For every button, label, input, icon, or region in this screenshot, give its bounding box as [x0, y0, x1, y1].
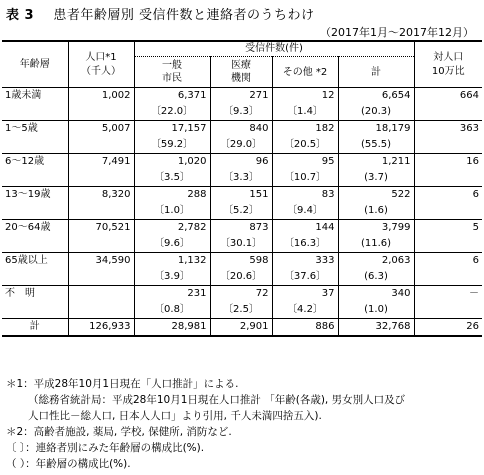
cell-per-blank [414, 269, 482, 286]
footnotes [6, 376, 405, 472]
cell-population [68, 286, 134, 303]
cell-per-blank [414, 203, 482, 220]
cell-other: 37 [272, 286, 338, 303]
table-row-total [2, 319, 482, 337]
cell-per-population: 363 [414, 121, 482, 138]
cell-total-medical: 2,901 [210, 319, 272, 337]
cell-total-ratio: (20.3) [338, 104, 414, 121]
cell-population-blank [68, 137, 134, 154]
cell-other: 144 [272, 220, 338, 237]
cell-other-ratio: 〔4.2〕 [272, 302, 338, 319]
footnote-1-source-1: （総務省統計局：平成28年10月1日現在人口推計 「年齢(各歳), 男女別人口及び [28, 394, 406, 406]
cell-medical-ratio: 〔30.1〕 [210, 236, 272, 253]
cell-general-ratio: 〔22.0〕 [134, 104, 210, 121]
cell-age: 13～19歳 [5, 189, 51, 200]
cell-other: 95 [272, 154, 338, 171]
cell-per-blank [414, 236, 482, 253]
cell-per-population: － [414, 286, 482, 303]
cell-general-ratio: 〔9.6〕 [134, 236, 210, 253]
header-per-population: 対人口 10万比 [414, 41, 482, 88]
cell-medical: 840 [210, 121, 272, 138]
cell-other: 12 [272, 88, 338, 105]
cell-total-other: 886 [272, 319, 338, 337]
cell-per-population: 6 [414, 253, 482, 270]
table-row [2, 121, 482, 138]
table-row [2, 187, 482, 204]
cell-medical: 151 [210, 187, 272, 204]
footnote-2: ＊2：高齢者施設, 薬局, 学校, 保健所, 消防など. [6, 426, 232, 438]
cell-total-per-population: 26 [414, 319, 482, 337]
cell-general: 17,157 [134, 121, 210, 138]
footnote-bracket: 〔 〕：連絡者別にみた年齢層の構成比(%). [6, 442, 205, 454]
cell-per-blank [414, 137, 482, 154]
table-body [2, 88, 482, 337]
cell-medical: 96 [210, 154, 272, 171]
table-row-ratio [2, 236, 482, 253]
cell-per-blank [414, 170, 482, 187]
cell-general: 2,782 [134, 220, 210, 237]
cell-population: 1,002 [68, 88, 134, 105]
cell-population-blank [68, 104, 134, 121]
cell-total-general: 28,981 [134, 319, 210, 337]
cell-population: 8,320 [68, 187, 134, 204]
cell-total: 3,799 [338, 220, 414, 237]
cell-total: 18,179 [338, 121, 414, 138]
cell-total: 1,211 [338, 154, 414, 171]
cell-per-population: 5 [414, 220, 482, 237]
cell-medical: 72 [210, 286, 272, 303]
table-row-ratio [2, 203, 482, 220]
cell-per-blank [414, 104, 482, 121]
cell-other: 182 [272, 121, 338, 138]
table-caption: 患者年齢層別 受信件数と連絡者のうちわけ [53, 8, 315, 23]
cell-total-total: 32,768 [338, 319, 414, 337]
table-row [2, 88, 482, 105]
table-row-ratio [2, 104, 482, 121]
footnote-1-source-2: 人口性比－総人口, 日本人人口」より引用, 千人未満四捨五入). [28, 410, 322, 422]
cell-general-ratio: 〔59.2〕 [134, 137, 210, 154]
cell-general-ratio: 〔3.9〕 [134, 269, 210, 286]
cell-total-label: 計 [29, 321, 40, 332]
cell-total: 522 [338, 187, 414, 204]
header-received: 受信件数(件) [134, 41, 414, 57]
cell-age: 1～5歳 [5, 123, 38, 134]
cell-general: 1,020 [134, 154, 210, 171]
cell-general: 6,371 [134, 88, 210, 105]
cell-other-ratio: 〔1.4〕 [272, 104, 338, 121]
cell-general-ratio: 〔0.8〕 [134, 302, 210, 319]
header-general: 一般 市民 [134, 57, 210, 88]
cell-per-population: 664 [414, 88, 482, 105]
cell-age: 65歳以上 [5, 255, 48, 266]
cell-total-ratio: (1.6) [338, 203, 414, 220]
cell-medical-ratio: 〔3.3〕 [210, 170, 272, 187]
cell-population: 70,521 [68, 220, 134, 237]
cell-population-blank [68, 170, 134, 187]
cell-per-population: 16 [414, 154, 482, 171]
cell-age: 不 明 [5, 288, 35, 299]
table-title [6, 4, 315, 23]
header-population: 人口*1 （千人） [68, 41, 134, 88]
table-row [2, 154, 482, 171]
cell-total-ratio: (6.3) [338, 269, 414, 286]
cell-population-blank [68, 203, 134, 220]
cell-age: 20～64歳 [5, 222, 51, 233]
cell-medical-ratio: 〔29.0〕 [210, 137, 272, 154]
cell-general: 288 [134, 187, 210, 204]
cell-medical-ratio: 〔9.3〕 [210, 104, 272, 121]
cell-population-blank [68, 302, 134, 319]
cell-total-ratio: (3.7) [338, 170, 414, 187]
period-label: （2017年1月～2017年12月） [320, 26, 474, 39]
cell-population-blank [68, 236, 134, 253]
cell-total: 340 [338, 286, 414, 303]
cell-age: 6～12歳 [5, 156, 45, 167]
cell-total-ratio: (1.0) [338, 302, 414, 319]
cell-general-ratio: 〔1.0〕 [134, 203, 210, 220]
cell-total: 6,654 [338, 88, 414, 105]
table-row-ratio [2, 302, 482, 319]
cell-per-blank [414, 302, 482, 319]
footnote-1: ＊1：平成28年10月1日現在「人口推計」による. [6, 378, 239, 390]
cell-medical-ratio: 〔5.2〕 [210, 203, 272, 220]
cell-other-ratio: 〔37.6〕 [272, 269, 338, 286]
table-row-ratio [2, 170, 482, 187]
cell-general: 231 [134, 286, 210, 303]
cell-age: 1歳未満 [5, 90, 42, 101]
cell-total-population: 126,933 [68, 319, 134, 337]
cell-total-ratio: (11.6) [338, 236, 414, 253]
header-medical: 医療 機関 [210, 57, 272, 88]
table-number: 表 3 [6, 8, 35, 23]
cell-total: 2,063 [338, 253, 414, 270]
header-age: 年齢層 [19, 58, 50, 70]
cell-population: 34,590 [68, 253, 134, 270]
cell-medical: 873 [210, 220, 272, 237]
cell-population: 7,491 [68, 154, 134, 171]
cell-other-ratio: 〔10.7〕 [272, 170, 338, 187]
table-row [2, 220, 482, 237]
cell-population-blank [68, 269, 134, 286]
cell-other-ratio: 〔9.4〕 [272, 203, 338, 220]
cell-other: 83 [272, 187, 338, 204]
header-total: 計 [338, 57, 414, 88]
cell-population: 5,007 [68, 121, 134, 138]
header-other: その他 *2 [272, 57, 338, 88]
table-row-ratio [2, 269, 482, 286]
table-row-ratio [2, 137, 482, 154]
table-row [2, 286, 482, 303]
cell-other: 333 [272, 253, 338, 270]
cell-other-ratio: 〔16.3〕 [272, 236, 338, 253]
cell-general: 1,132 [134, 253, 210, 270]
cell-other-ratio: 〔20.5〕 [272, 137, 338, 154]
cell-total-ratio: (55.5) [338, 137, 414, 154]
cell-general-ratio: 〔3.5〕 [134, 170, 210, 187]
footnote-paren: （ ）：年齢層の構成比(%). [6, 458, 131, 470]
cell-medical: 271 [210, 88, 272, 105]
cell-medical-ratio: 〔2.5〕 [210, 302, 272, 319]
cell-medical: 598 [210, 253, 272, 270]
statistics-table [2, 40, 482, 337]
table-row [2, 253, 482, 270]
cell-medical-ratio: 〔20.6〕 [210, 269, 272, 286]
cell-per-population: 6 [414, 187, 482, 204]
